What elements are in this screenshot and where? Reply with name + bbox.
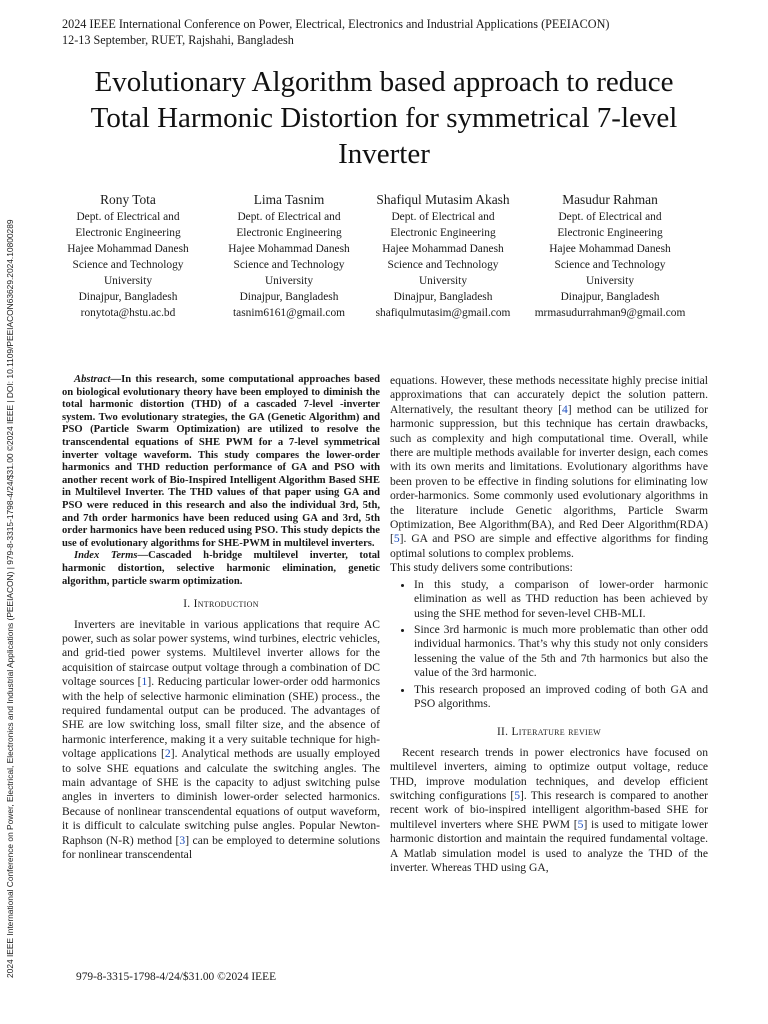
contributions-list: [390, 578, 708, 712]
literature-review-paragraph: Recent research trends in power electronics have focused on multilevel inverters, aiming to optimize output voltage, reduce THD, improve modulation techniques, and develop efficient switching configurations [5]. This research is compared to another recent work of bio-inspired intelligent algorithm-based SHE for multilevel inverters where SHE PWM [5] is used to mitigate lower harmonic distortion and maintain the required fundamental voltage. A Matlab simulation model is used to analyze the THD of the inverter. Whereas THD using GA,: [390, 745, 708, 874]
citation-link[interactable]: 5: [514, 788, 521, 802]
citation-link[interactable]: 5: [393, 532, 400, 546]
author-institution: Science and Technology: [72, 259, 184, 271]
section-heading-literature-review: [390, 725, 708, 739]
section-heading-introduction: [62, 597, 380, 611]
text-run: . Analytical methods are usually employed to solve SHE equations and calculate the switching angles. The main advantage of SHE is the capacity to adjust switching pulse angles in inverters to diminish lower-order selected harmonics. Because of nonlinear transcendental equations of output waveform, it is difficult to calculate switching pulse angles. Popular Newton-Raphson (N-R) method: [62, 747, 380, 847]
author-location: Dinajpur, Bangladesh: [239, 291, 339, 303]
author-institution: Hajee Mohammad Danesh: [67, 243, 189, 255]
text-run: . Reducing particular lower-order odd harmonics with the help of selective harmonic elimination (SHE) process., the required fundamental output can be produced. The advantages of SHE are low switching loss, small filter size, and the absence of harmonic interference, making it a very suitable technique for high-voltage applications: [62, 675, 380, 761]
author-name: Rony Tota: [100, 192, 156, 207]
author-institution: Science and Technology: [233, 259, 345, 271]
author-institution: Science and Technology: [554, 259, 666, 271]
text-run: equations. However, these methods necessitate highly precise initial approximations that can accurately depict the solution pattern. Alternatively, the resultant theory: [390, 374, 708, 416]
citation-link[interactable]: 4: [561, 402, 568, 416]
text-run: is used to mitigate lower harmonic distortion and maintain the required fundamental voltage. A Matlab simulation model is used to analyze the THD of the inverter. Whereas THD using GA,: [390, 817, 708, 874]
text-run: . This research is compared to another recent work of bio-inspired intelligent algorithm-based SHE for multilevel inverters where SHE PWM: [390, 788, 708, 831]
left-column: [62, 374, 380, 862]
title-line: Inverter: [338, 138, 430, 170]
text-run: . GA and PSO are simple and effective algorithms for finding optimal solutions to complex problems.: [390, 532, 708, 560]
introduction-continued-paragraph: equations. However, these methods necessitate highly precise initial approximations that can accurately depict the solution pattern. Alternatively, the resultant theory [4] method can be utilized for harmonic suppression, but this technique has certain drawbacks, such as complexity and high computational time. Overall, while there are multiple methods available for inverter design, each comes with its own merits and limitations. Evolutionary algorithms have been proven to be effective in finding solutions for eliminating low order-harmonics. Some commonly used evolutionary algorithms in the literature include Genetic algorithms, Particle Swarm Optimization, Bee Algorithm(BA), and Red Deer Algorithm(RDA) [5]. GA and PSO are simple and effective algorithms for finding optimal solutions to complex problems.: [390, 374, 708, 560]
author-dept: Electronic Engineering: [236, 227, 342, 239]
author-institution: Hajee Mohammad Danesh: [382, 243, 504, 255]
author-dept: Dept. of Electrical and: [558, 211, 662, 223]
author-institution: University: [103, 275, 153, 287]
author-institution: Science and Technology: [387, 259, 499, 271]
author-institution: Hajee Mohammad Danesh: [549, 243, 671, 255]
list-item: • Since 3rd harmonic is much more problematic than other odd individual harmonics. That’s why this study not only considers lessening the value of the 5th and 7th harmonics but also the value of the 3rd harmonic.: [414, 623, 708, 681]
list-item: • This research proposed an improved coding of both GA and PSO algorithms.: [414, 683, 708, 712]
abstract: [62, 374, 380, 550]
citation-link[interactable]: 2: [164, 747, 171, 761]
author-dept: Dept. of Electrical and: [76, 211, 180, 223]
author-name: Lima Tasnim: [253, 192, 325, 207]
author-name: Masudur Rahman: [562, 192, 658, 207]
abstract-label: Abstract: [74, 374, 111, 385]
author-dept: Dept. of Electrical and: [237, 211, 341, 223]
author-dept: Electronic Engineering: [390, 227, 496, 239]
conference-header: [62, 16, 609, 48]
author-institution: Hajee Mohammad Danesh: [228, 243, 350, 255]
abstract-text: —In this research, some computational approaches based on biological evolutionary theory have been employed to diminish the total harmonic distortion (THD) of a cascaded 7-level -inverter system. Two evolutionary strategies, the GA (Genetic Algorithm) and PSO (Particle Swarm Optimization) are utilized to resolve the transcendental equations of SHE PWM for a 7-level symmetrical inverter voltage waveform. This study compares the lower-order harmonics and THD reduction performance of GA and PSO with another recent work of Bio-Inspired Intelligent Algorithm Based SHE in Multilevel Inverter. The THD values of that paper using GA and PSO were reduced in this research and also the individual 3rd, 5th, and 7th order harmonics have been reduced using GA and 3rd, 5th order harmonics have been reduced using PSO. This study depicts the use of evolutionary algorithms for SHE-PWM in multilevel inverters.: [62, 374, 380, 549]
citation-link[interactable]: 1: [141, 675, 148, 689]
page-footer-copyright: 979-8-3315-1798-4/24/$31.00 ©2024 IEEE: [76, 971, 277, 983]
text-run: Recent research trends in power electronics have focused on multilevel inverters, aiming to optimize output voltage, reduce THD, improve modulation techniques, and develop efficient switching configurations: [390, 745, 708, 802]
text-run: method can be utilized for harmonic suppression, but this technique has certain drawbacks, such as complexity and high computational time. Overall, while there are multiple methods available for inverter design, each comes with its own merits and limitations. Evolutionary algorithms have been proven to be effective in finding solutions for eliminating low order-harmonics. Some commonly used evolutionary algorithms in the literature include Genetic algorithms, Particle Swarm Optimization, Bee Algorithm(BA), and Red Deer Algorithm(RDA): [390, 402, 708, 532]
text-run: Inverters are inevitable in various applications that require AC power, such as solar power systems, wind turbines, electric vehicles, and grid-tied power systems. Multilevel inverter allows for the acquisition of staircase output voltage through a combination of DC voltage sources: [62, 617, 380, 689]
index-terms-label: Index Terms: [74, 550, 138, 562]
section-number: II.: [496, 726, 509, 739]
author-institution: University: [264, 275, 314, 287]
list-item: • In this study, a comparison of lower-order harmonic elimination as well as THD reduction has been achieved by using the SHE method for seven-level CHB-MLI.: [414, 578, 708, 621]
right-column: [390, 374, 708, 875]
author-location: Dinajpur, Bangladesh: [560, 291, 660, 303]
author-dept: Dept. of Electrical and: [391, 211, 495, 223]
section-title: Introduction: [193, 598, 259, 611]
author-institution: University: [418, 275, 468, 287]
citation-link[interactable]: 5: [577, 817, 584, 831]
author-block: [530, 191, 690, 321]
author-block: [209, 191, 369, 321]
author-location: Dinajpur, Bangladesh: [78, 291, 178, 303]
index-terms-text: —Cascaded h-bridge multilevel inverter, total harmonic distortion, selective harmonic elimination, genetic algorithm, particle swarm optimization.: [62, 550, 380, 587]
index-terms: [62, 550, 380, 588]
author-institution: University: [585, 275, 635, 287]
paper-title: [40, 64, 728, 172]
section-title: Literature review: [511, 726, 602, 739]
author-email[interactable]: shafiqulmutasim@gmail.com: [375, 307, 511, 319]
author-email[interactable]: mrmasudurrahman9@gmail.com: [534, 307, 686, 319]
author-block: [48, 191, 208, 321]
introduction-paragraph: Inverters are inevitable in various applications that require AC power, such as solar power systems, wind turbines, electric vehicles, and grid-tied power systems. Multilevel inverter allows for the acquisition of staircase output voltage through a combination of DC voltage sources [1]. Reducing particular lower-order odd harmonics with the help of selective harmonic elimination (SHE) process., the required fundamental output can be produced. The advantages of SHE are low switching loss, small filter size, and the absence of harmonic interference, making it a very suitable technique for high-voltage applications [2]. Analytical methods are usually employed to solve SHE equations and calculate the switching angles. The main advantage of SHE is the capacity to adjust switching pulse angles in inverters to diminish lower-order selected harmonics. Because of nonlinear transcendental equations of output waveform, it is difficult to calculate switching pulse angles. Popular Newton-Raphson (N-R) method [3] can be employed to determine solutions for nonlinear transcendental: [62, 617, 380, 861]
citation-link[interactable]: 3: [179, 833, 186, 847]
author-email[interactable]: tasnim6161@gmail.com: [232, 307, 346, 319]
title-line: Evolutionary Algorithm based approach to reduce: [94, 66, 674, 98]
author-dept: Electronic Engineering: [75, 227, 181, 239]
text-run: can be employed to determine solutions for nonlinear transcendental: [62, 833, 380, 861]
contributions-intro: This study delivers some contributions:: [390, 561, 573, 575]
author-dept: Electronic Engineering: [557, 227, 663, 239]
author-name: Shafiqul Mutasim Akash: [376, 192, 510, 207]
conference-name: 2024 IEEE International Conference on Power, Electrical, Electronics and Industrial Applications (PEEIACON): [62, 17, 610, 31]
author-location: Dinajpur, Bangladesh: [393, 291, 493, 303]
author-block: [363, 191, 523, 321]
author-email[interactable]: ronytota@hstu.ac.bd: [80, 307, 176, 319]
section-number: I.: [183, 598, 191, 611]
title-line: Total Harmonic Distortion for symmetrical 7-level: [90, 102, 678, 134]
doi-side-strip: 2024 IEEE International Conference on Power, Electrical, Electronics and Industrial Applications (PEEIACON) | 979-8-3315-1798-4/24/$31.00 ©2024 IEEE | DOI: 10.1109/PEEIACON63629.2024.10800289: [5, 219, 15, 978]
conference-date-venue: 12-13 September, RUET, Rajshahi, Bangladesh: [62, 33, 294, 47]
